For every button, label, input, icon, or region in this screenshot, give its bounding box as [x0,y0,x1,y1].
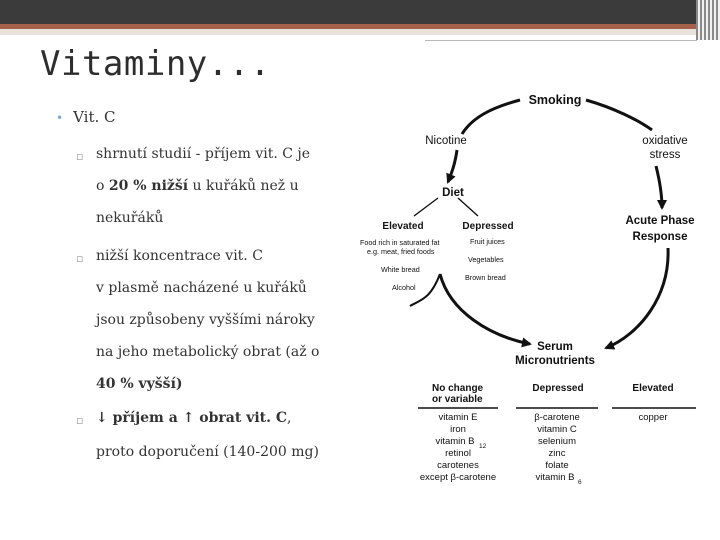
depressed-serum-3: selenium [537,436,577,447]
arrow-diet-to-serum [440,274,530,344]
diet-branch-right [458,198,478,216]
bullet-vit-c-label: Vit. C [73,108,116,126]
sub1-line2-suffix: u kuřáků než u [188,178,299,194]
sub1-line2-prefix: o [96,178,109,194]
arrow-nicotine-to-diet [448,150,457,182]
square-bullet-icon: ▫ [76,414,84,427]
depressed-serum-4: zinc [548,448,566,459]
elevated-item-4: Alcohol [392,283,416,292]
square-bullet-icon: ▫ [76,150,84,163]
nochange-item-3-sub: 12 [479,443,487,450]
label-nicotine: Nicotine [425,135,467,147]
sub3-line1-emph: ↓ příjem a ↑ obrat vit. C [96,410,288,426]
sub3-line2: proto doporučení (140-200 mg) [96,444,319,460]
depressed-serum-2: vitamin C [537,424,577,435]
col-nochange-1: No change [432,383,484,394]
elevated-item-3: White bread [381,265,420,274]
sub3-line1-comma: , [287,410,292,426]
sub2-line2: v plasmě nacházené u kuřáků [96,280,307,296]
sub2-line3: jsou způsobeny vyššími nároky [96,312,315,328]
depressed-item-3: Brown bread [465,273,506,282]
label-serum: Serum [537,341,573,353]
sub1-line1: shrnutí studií - příjem vit. C je [96,146,311,162]
arrow-smoking-to-stress [586,100,652,130]
nochange-item-2: iron [450,424,466,435]
depressed-serum-1: β-carotene [534,412,580,423]
col-elevated: Elevated [632,383,674,394]
diet-branch-left [414,198,438,216]
label-acute-phase: Acute Phase [625,215,695,227]
nochange-item-5: carotenes [437,460,479,471]
nochange-item-6: except β-carotene [419,472,497,483]
col-depressed: Depressed [532,383,584,394]
sub1-line2-emph: 20 % nižší [108,178,189,194]
label-elevated: Elevated [382,221,424,232]
slide-title: Vitaminy... [40,44,271,84]
label-depressed: Depressed [462,221,514,232]
nochange-item-1: vitamin E [438,412,478,423]
label-smoking: Smoking [528,93,582,107]
arrow-acute-to-serum [606,248,668,348]
label-stress: stress [649,149,681,161]
label-oxidative: oxidative [642,135,688,147]
depressed-serum-6-sub: 6 [578,479,582,486]
depressed-serum-5: folate [545,460,569,471]
nochange-item-4: retinol [445,448,471,459]
label-micronutrients: Micronutrients [515,355,595,367]
elevated-serum-1: copper [638,412,668,423]
sub1-line3: nekuřáků [96,210,164,226]
sub2-line5: 40 % vyšší) [96,376,183,392]
sub2-line4: na jeho metabolický obrat (až o [96,344,320,360]
col-nochange-2: or variable [432,394,483,405]
depressed-item-1: Fruit juices [470,237,505,246]
label-response: Response [632,231,688,243]
arrow-stress-to-acute [656,166,662,208]
bullet-dot-icon: • [56,111,64,125]
sub2-line1: nižší koncentrace vit. C [96,248,263,264]
label-diet: Diet [442,187,464,199]
elevated-item-2: e.g. meat, fried foods [367,247,435,256]
arrow-smoking-to-nicotine [462,100,520,134]
depressed-serum-6: vitamin B [535,472,575,483]
elevated-item-1: Food rich in saturated fat [360,238,440,247]
square-bullet-icon: ▫ [76,252,84,265]
nochange-item-3: vitamin B [435,436,475,447]
depressed-item-2: Vegetables [468,255,504,264]
